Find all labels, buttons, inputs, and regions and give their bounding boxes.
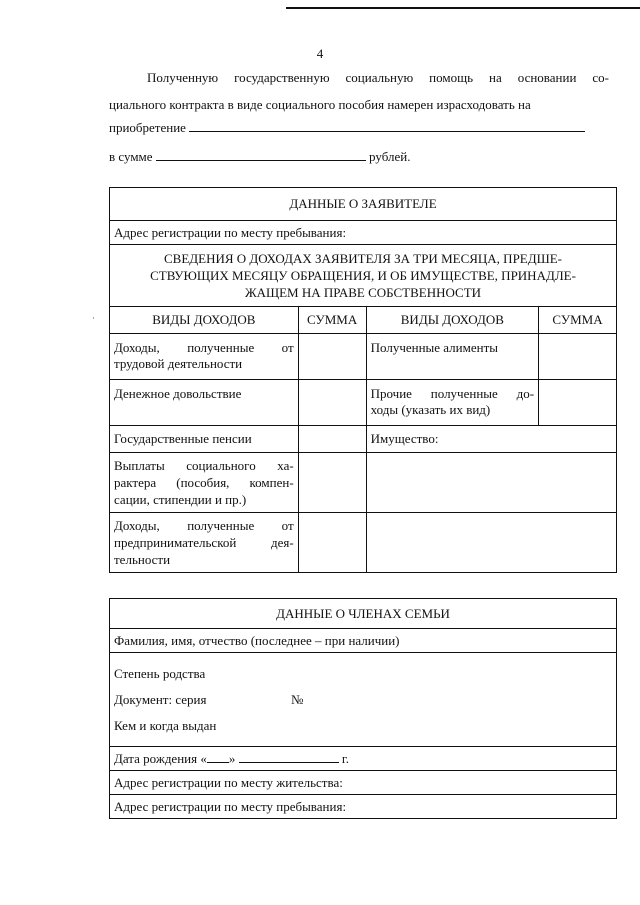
purchase-row <box>109 120 609 136</box>
number-sign: № <box>290 692 304 707</box>
margin-mark: · <box>92 313 95 323</box>
sum-business[interactable] <box>298 513 366 573</box>
family-table <box>109 598 617 819</box>
sum-labor[interactable] <box>298 334 366 380</box>
intro-line-1: Полученную государственную социальную помощь на основании со- <box>147 70 609 85</box>
amount-field[interactable] <box>156 149 366 161</box>
birth-day-field[interactable] <box>207 751 229 763</box>
sum-other[interactable] <box>539 380 617 426</box>
applicant-title: ДАННЫЕ О ЗАЯВИТЕЛЕ <box>110 188 617 221</box>
income-social-payments: Выплаты социального ха- рактера (пособия, компен- сации, стипендии и пр.) <box>110 453 299 513</box>
income-pensions: Государственные пенсии <box>110 426 299 453</box>
col-sum-left: СУММА <box>298 307 366 334</box>
family-kinship: Степень родства <box>114 666 206 681</box>
sum-allowance[interactable] <box>298 380 366 426</box>
property-area-1[interactable] <box>366 453 616 513</box>
income-other: Прочие полученные до- ходы (указать их вид) <box>366 380 538 426</box>
family-birthdate: Дата рождения « » г. <box>110 747 617 771</box>
family-document-block <box>110 653 617 747</box>
property-area-2[interactable] <box>366 513 616 573</box>
income-labor: Доходы, полученные от трудовой деятельности <box>110 334 299 380</box>
purchase-field[interactable] <box>189 120 585 132</box>
sum-social-payments[interactable] <box>298 453 366 513</box>
income-alimony: Полученные алименты <box>366 334 538 380</box>
col-sum-right: СУММА <box>539 307 617 334</box>
sum-pensions[interactable] <box>298 426 366 453</box>
amount-row <box>109 149 410 165</box>
amount-label: в сумме <box>109 149 153 164</box>
col-income-type-right: ВИДЫ ДОХОДОВ <box>366 307 538 334</box>
family-fio: Фамилия, имя, отчество (последнее – при наличии) <box>110 629 617 653</box>
intro-paragraph <box>109 64 609 118</box>
page-number: 4 <box>316 46 324 61</box>
applicant-table <box>109 187 617 573</box>
sum-alimony[interactable] <box>539 334 617 380</box>
intro-line-2: циального контракта в виде социального пособия намерен израсходовать на <box>109 97 531 112</box>
property-label: Имущество: <box>366 426 616 453</box>
family-title: ДАННЫЕ О ЧЛЕНАХ СЕМЬИ <box>110 599 617 629</box>
income-section-title: СВЕДЕНИЯ О ДОХОДАХ ЗАЯВИТЕЛЯ ЗА ТРИ МЕСЯЦА, ПРЕДШЕ- СТВУЮЩИХ МЕСЯЦУ ОБРАЩЕНИЯ, И ОБ ИМУЩЕСТВЕ, ПРИНАДЛЕ- ЖАЩЕМ НА ПРАВЕ СОБСТВЕННОСТИ <box>110 245 617 307</box>
col-income-type-left: ВИДЫ ДОХОДОВ <box>110 307 299 334</box>
income-business: Доходы, полученные от предпринимательской дея- тельности <box>110 513 299 573</box>
purchase-label: приобретение <box>109 120 186 135</box>
family-document: Документ: серия № <box>114 692 304 707</box>
top-border-line <box>286 7 640 9</box>
income-allowance: Денежное довольствие <box>110 380 299 426</box>
birth-month-field[interactable] <box>239 751 339 763</box>
family-address-living: Адрес регистрации по месту жительства: <box>110 771 617 795</box>
applicant-address: Адрес регистрации по месту пребывания: <box>110 221 617 245</box>
family-issued: Кем и когда выдан <box>114 718 217 733</box>
amount-currency: рублей. <box>369 149 411 164</box>
family-address-stay: Адрес регистрации по месту пребывания: <box>110 795 617 819</box>
